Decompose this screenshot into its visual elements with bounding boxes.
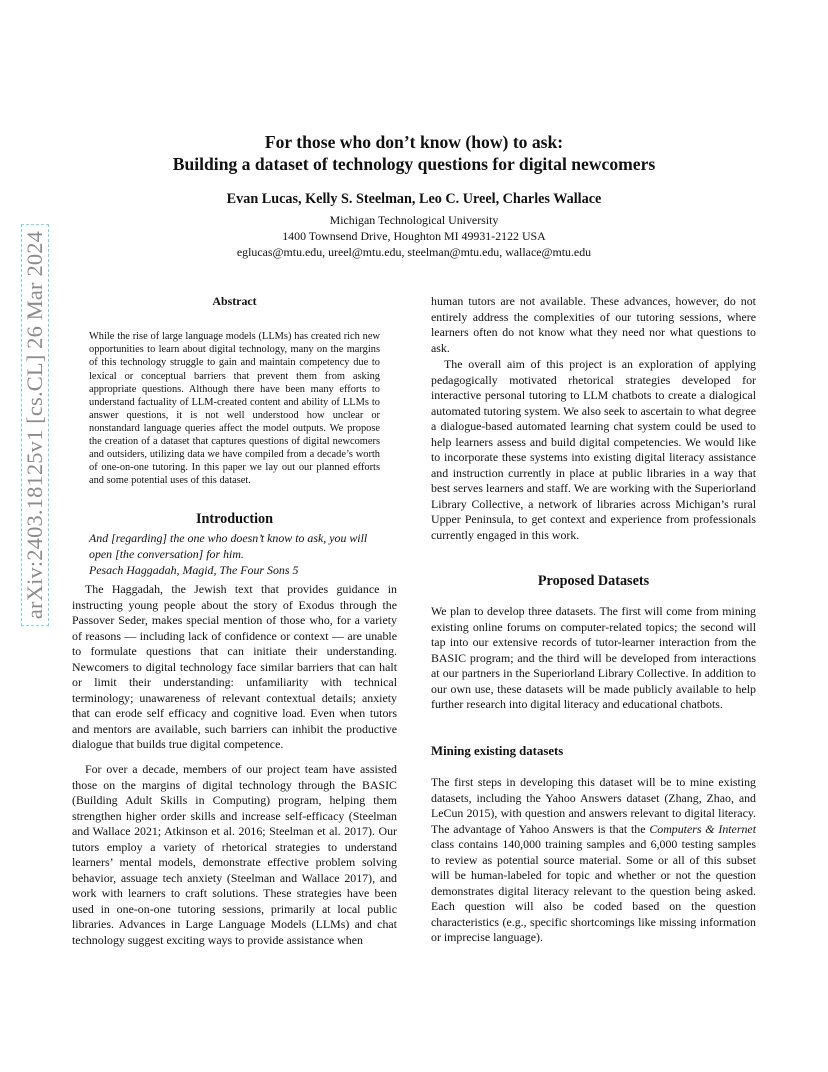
mining-text-a: The first steps in developing this dataset will be to mine existing datasets, including the Yahoo Answers dataset (Zhang, Zhao, and LeCun 2015), with question and answers relevant to digital literacy. The advantage of Yahoo Answers is that the xyxy=(431,775,756,836)
address: 1400 Townsend Drive, Houghton MI 49931-2122 USA xyxy=(282,228,546,243)
title-line-1: For those who don’t know (how) to ask: xyxy=(264,132,564,152)
intro-paragraph-2-continued: human tutors are not available. These advances, however, do not entirely address the complexities of our tutoring sessions, where learners often do not know what they need nor what questions to ask. xyxy=(431,294,756,355)
mining-datasets-heading: Mining existing datasets xyxy=(431,744,564,758)
mining-text-emphasis: Computers & Internet xyxy=(649,821,756,836)
abstract-heading: Abstract xyxy=(212,294,257,308)
mining-text-b: class contains 140,000 training samples and 6,000 testing samples to review as potential source material. Some or all of this subset will be human-labeled for topic and whether or not the question demonstrates digital literacy relevant to the question being asked. Each question will also be coded based on the question characteristics (e.g., specific shortcomings like missing information or imprecise language). xyxy=(431,837,756,945)
intro-paragraph-2: For over a decade, members of our project team have assisted those on the margins of digital technology through the BASIC (Building Adult Skills in Computing) program, helping them strengthen higher order skills and increase self-efficacy (Steelman and Wallace 2021; Atkinson et al. 2016; Steelman et al. 2017). Our tutors employ a variety of rhetorical strategies to understand learners’ mental models, demonstrate effective problem solving behavior, assuage tech anxiety (Steelman and Wallace 2017), and work with learners to craft solutions. These strategies have been used in one-on-one tutoring sessions, primarily at local public libraries. Advances in Large Language Models (LLMs) and chat technology suggest exciting ways to provide assistance when xyxy=(72,762,397,948)
epigraph-quote: And [regarding] the one who doesn’t know to ask, you will open [the conversation] for him. xyxy=(89,531,368,561)
arxiv-identifier[interactable]: arXiv:2403.18125v1 [cs.CL] 26 Mar 2024 xyxy=(21,224,49,626)
institution: Michigan Technological University xyxy=(329,213,499,227)
abstract-text: While the rise of large language models (LLMs) has created rich new opportunities to learn about digital technology, many on the margins of this technology struggle to gain and maintain competency due to lexical or conceptual barriers that prevent them from asking appropriate questions. Although there have been many efforts to understand factuality of LLM-created content and ability of LLMs to answer questions, it is not well understood how unclear or nonstandard language queries affect the model outputs. We propose the creation of a dataset that captures questions of digital newcomers and outsiders, utilizing data we have compiled from a decade’s worth of one-on-one tutoring. In this paper we lay out our planned efforts and some potential uses of this dataset. xyxy=(89,331,380,486)
introduction-heading: Introduction xyxy=(196,511,273,527)
title-line-2: Building a dataset of technology questions for digital newcomers xyxy=(172,154,656,174)
proposed-datasets-paragraph: We plan to develop three datasets. The first will come from mining existing online forums on computer-related topics; the second will tap into our extensive records of tutor-learner interaction from the BASIC program; and the third will be developed from interactions at our partners in the Superiorland Library Collective. In addition to our own use, these datasets will be made publicly available to help further research into digital literacy and educational chatbots. xyxy=(431,604,756,712)
proposed-datasets-heading: Proposed Datasets xyxy=(537,573,650,589)
intro-paragraph-3: The overall aim of this project is an exploration of applying pedagogically motivated rhetorical strategies developed for interactive personal tutoring to LLM chatbots to create a dialogical automated tutoring system. We also seek to ascertain to what degree a dialogue-based automated learning chat system could be used to help learners assess and build digital competencies. We would like to incorporate these systems into existing digital literacy assistance and instruction currently in place at public libraries in a way that best serves learners and staff. We are working with the Superiorland Library Collective, a network of libraries across Michigan’s rural Upper Peninsula, to get context and experience from professionals currently engaged in this work. xyxy=(431,357,756,543)
affiliation-block xyxy=(100,213,728,260)
emails[interactable]: eglucas@mtu.edu, ureel@mtu.edu, steelman@mtu.edu, wallace@mtu.edu xyxy=(236,244,592,259)
epigraph-source: Pesach Haggadah, Magid, The Four Sons 5 xyxy=(89,563,299,577)
author-list: Evan Lucas, Kelly S. Steelman, Leo C. Ureel, Charles Wallace xyxy=(226,191,602,207)
arxiv-stamp xyxy=(22,230,48,620)
intro-paragraph-1: The Haggadah, the Jewish text that provides guidance in instructing young people about the story of Exodus through the Passover Seder, makes special mention of those who, for a variety of reasons — including lack of confidence or context — are unable to formulate questions that can initiate their understanding. Newcomers to digital technology face similar barriers that can halt or limit their understanding: unfamiliarity with technical terminology; unawareness of relevant contextual details; anxiety that can erode self efficacy and cognitive load. Even when tutors and mentors are available, such barriers can inhibit the productive dialogue that builds true digital competence. xyxy=(72,582,397,752)
mining-datasets-paragraph xyxy=(431,775,756,946)
paper-title xyxy=(100,131,728,175)
